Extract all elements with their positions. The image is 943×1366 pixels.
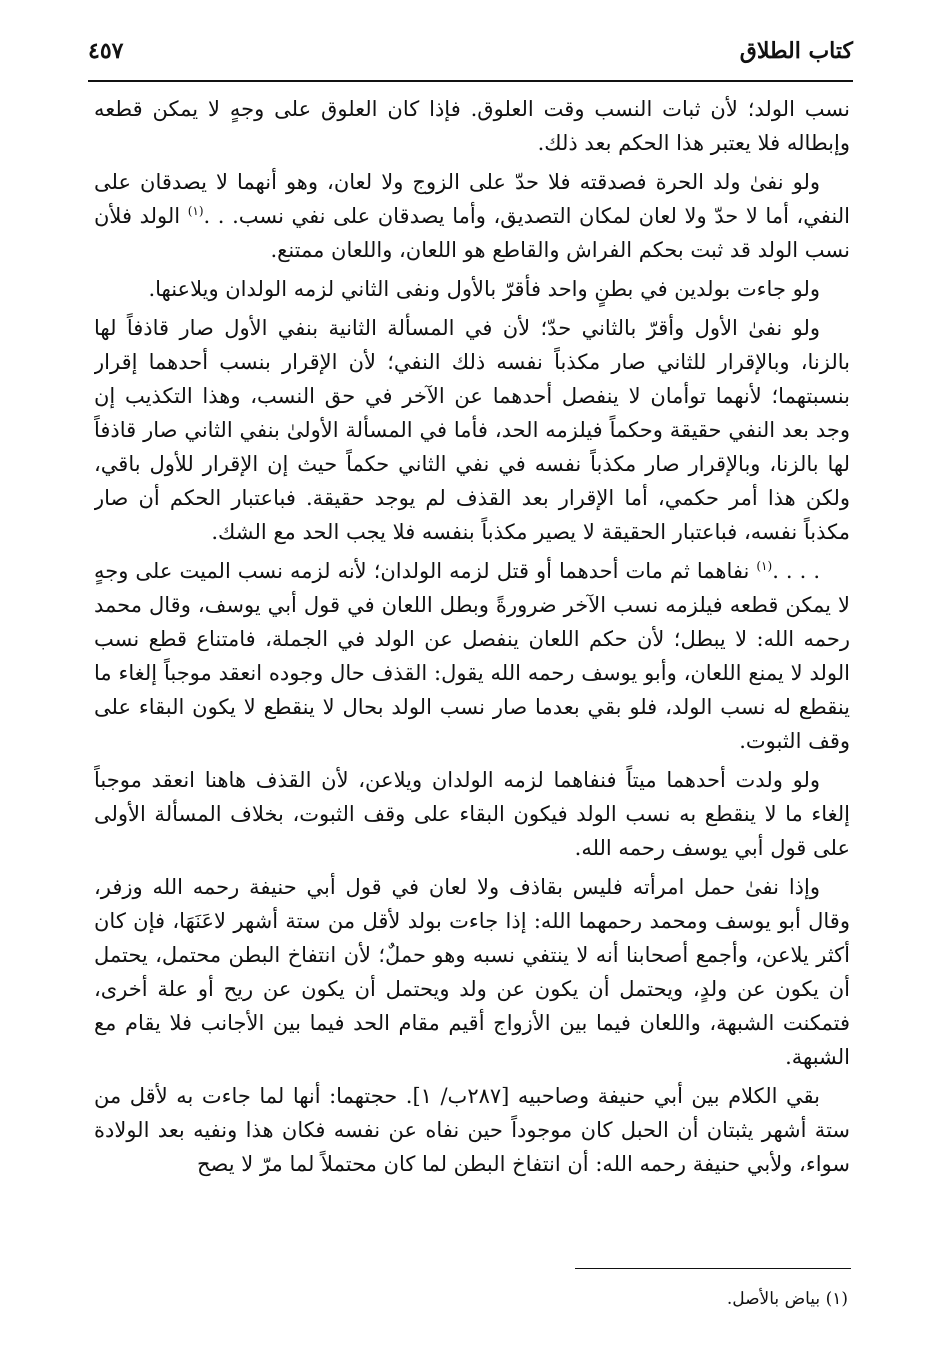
footnote-marker: (١) xyxy=(825,1289,848,1309)
paragraph xyxy=(94,92,850,160)
paragraph xyxy=(94,763,850,865)
footnote-reference: (١) xyxy=(756,559,773,573)
paragraph xyxy=(94,272,850,306)
paragraph-text: الولد فلأن نسب الولد قد ثبت بحكم الفراش والقاطع هو اللعان، واللعان ممتنع. xyxy=(94,204,850,262)
header-divider xyxy=(88,80,853,82)
main-text xyxy=(94,92,850,1242)
paragraph-text: . . . . xyxy=(772,559,821,583)
footnote-reference: (١) xyxy=(187,204,204,218)
paragraph-text: بقي الكلام بين أبي حنيفة وصاحبيه [٢٨٧ب/ ١]. حجتهما: أنها لما جاءت به لأقل من ستة أشهر يثبتان أن الحبل كان موجوداً حين نفاه عن نفسه فكان هذا ونفيه بعد الولادة سواء، ولأبي حنيفة رحمه الله: أن انتفاخ البطن لما كان محتملاً لما مرّ لا يصح xyxy=(94,1084,850,1176)
paragraph-text: ولو نفىٰ ولد الحرة فصدقته فلا حدّ على الزوج ولا لعان، وهو أنهما لا يصدقان على النفي، أما لا حدّ ولا لعان لمكان التصديق، وأما يصدقان على نفي نسب. . . xyxy=(94,170,850,228)
page-header xyxy=(88,34,853,74)
footnote-divider xyxy=(575,1268,851,1269)
paragraph xyxy=(94,165,850,267)
paragraph xyxy=(94,870,850,1074)
footnote-text: بياض بالأصل. xyxy=(726,1289,821,1309)
paragraph-text: ولو جاءت بولدين في بطنٍ واحد فأقرّ بالأول ونفى الثاني لزمه الولدان ويلاعنها. xyxy=(148,277,820,301)
paragraph xyxy=(94,311,850,549)
paragraph xyxy=(94,1079,850,1181)
paragraph-text: نسب الولد؛ لأن ثبات النسب وقت العلوق. فإذا كان العلوق على وجهٍ لا يمكن قطعه وإبطاله فلا يعتبر هذا الحكم بعد ذلك. xyxy=(94,97,850,155)
paragraph-text: نفاهما ثم مات أحدهما أو قتل لزمه الولدان؛ لأنه لزمه نسب الميت على وجهٍ لا يمكن قطعه فيلزمه نسب الآخر ضرورةً وبطل اللعان في قول أبي يوسف، وقال محمد رحمه الله: لا يبطل؛ لأن حكم اللعان ينفصل عن الولد في الجملة، فامتناع قطع نسب الولد لا يمنع اللعان، وأبو يوسف رحمه الله يقول: القذف حال وجوده انعقد موجباً إلغاء ما ينقطع له نسب الولد، فلو بقي بعدما صار نسب الولد بحال لا ينقطع لا يكون البقاء على وقف الثبوت. xyxy=(94,559,850,753)
page-number: ٤٥٧ xyxy=(88,38,124,64)
paragraph-text: وإذا نفىٰ حمل امرأته فليس بقاذف ولا لعان في قول أبي حنيفة رحمه الله وزفر، وقال أبو يوسف ومحمد رحمهما الله: إذا جاءت بولد لأقل من ستة أشهر لاعَنَهَا، فإن كان أكثر يلاعن، وأجمع أصحابنا أنه لا ينتفي نسبه وهو حملٌ؛ لأن انتفاخ البطن محتمل، يحتمل أن يكون عن ولدٍ، ويحتمل أن يكون عن ولد ويحتمل أن يكون عن ريح أو علة أخرى، فتمكنت الشبهة، واللعان فيما بين الأزواج أقيم مقام الحد فيما بين الأجانب فلا يقام مع الشبهة. xyxy=(94,875,850,1069)
footnote xyxy=(500,1286,848,1312)
paragraph xyxy=(94,554,850,758)
paragraph-text: ولو ولدت أحدهما ميتاً فنفاهما لزمه الولدان ويلاعن، لأن القذف هاهنا انعقد موجباً إلغاء ما لا ينقطع به نسب الولد فيكون البقاء على وقف الثبوت، بخلاف المسألة الأولى على قول أبي يوسف رحمه الله. xyxy=(94,768,850,860)
running-title: كتاب الطلاق xyxy=(739,38,853,64)
paragraph-text: ولو نفىٰ الأول وأقرّ بالثاني حدّ؛ لأن في المسألة الثانية بنفي الأول صار قاذفاً لها بالزنا، وبالإقرار للثاني صار مكذباً نفسه ذلك النفي؛ لأن الإقرار بنسب أحدهما إقرار بنسبتهما؛ لأنهما توأمان لا ينفصل أحدهما عن الآخر في حق النسب، وهذا التكذيب إن وجد بعد النفي حقيقة وحكماً فيلزمه الحد، فأما في المسألة الأولىٰ بنفي الثاني صار قاذفاً لها بالزنا، وبالإقرار صار مكذباً نفسه في نفي الثاني حكماً حيث إن الإقرار للأول باقي، ولكن هذا أمر حكمي، أما الإقرار بعد القذف لم يوجد حقيقة. فباعتبار الحكم أن صار مكذباً نفسه، فباعتبار الحقيقة لا يصير مكذباً بنفسه فلا يجب الحد مع الشك. xyxy=(94,316,850,544)
